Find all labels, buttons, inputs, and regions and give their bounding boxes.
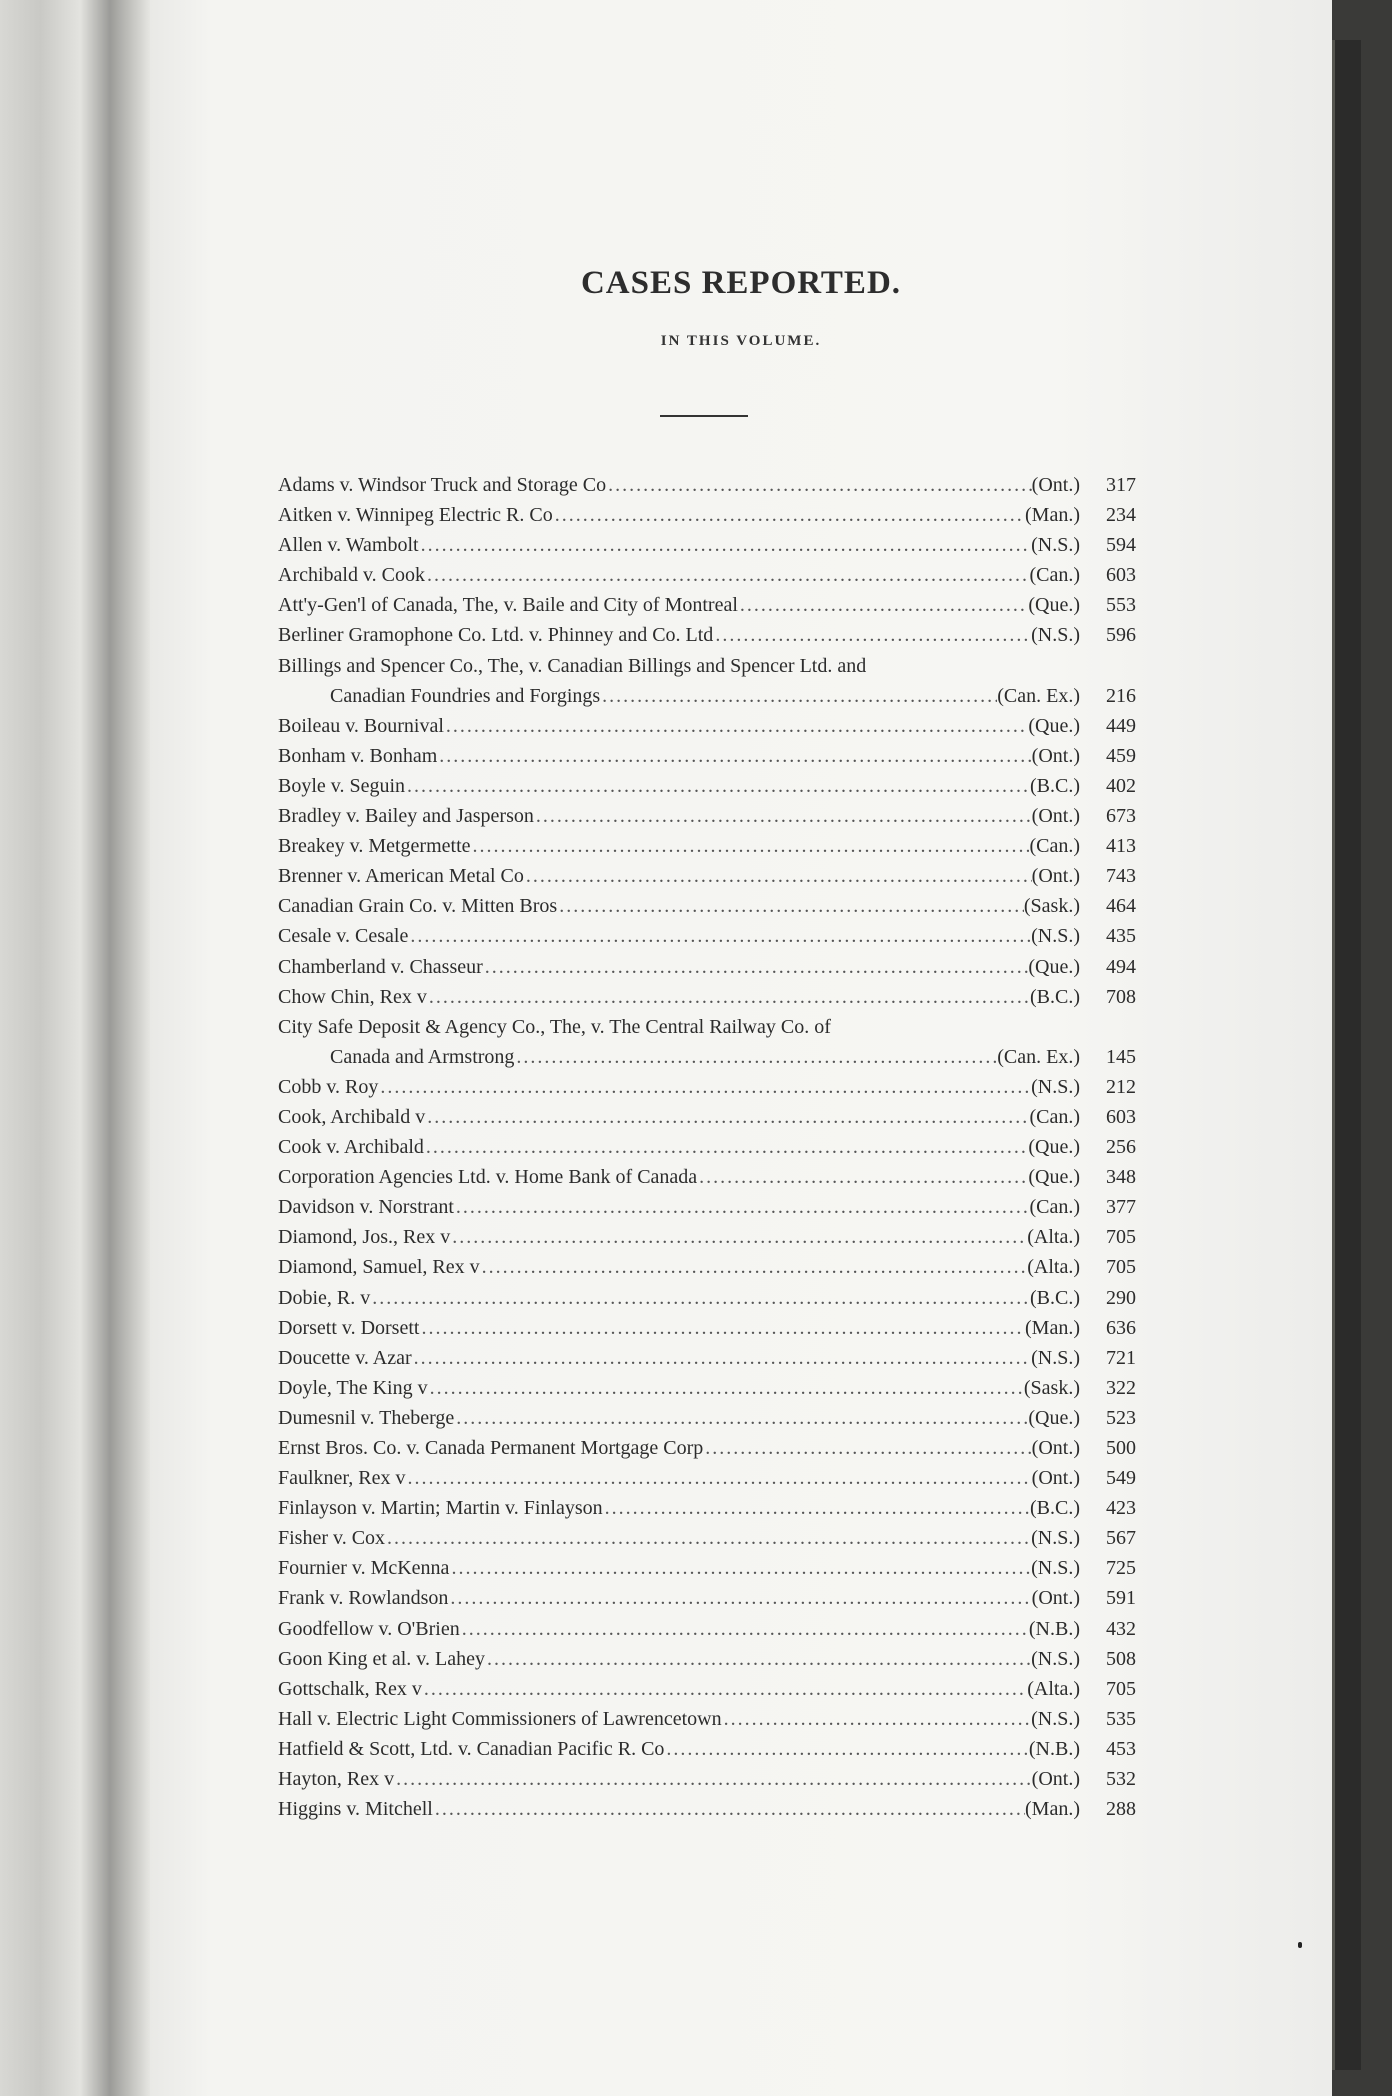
- dot-leader: [449, 1553, 1031, 1583]
- case-page-number: 348: [1106, 1166, 1136, 1189]
- case-name: Canadian Foundries and Forgings: [330, 684, 601, 707]
- dot-leader: [419, 1313, 1025, 1343]
- case-name-line1: City Safe Deposit & Agency Co., The, v. The Central Railway Co. of: [278, 1015, 831, 1038]
- dot-leader: [406, 1463, 1032, 1493]
- dot-leader: [385, 1523, 1031, 1553]
- case-court: (Ont.): [1031, 744, 1080, 767]
- case-page-number: 212: [1106, 1075, 1136, 1098]
- case-page-number: 423: [1106, 1497, 1136, 1520]
- dot-leader: [408, 921, 1031, 951]
- case-page-number: 317: [1106, 474, 1136, 496]
- case-court: (Can.): [1029, 835, 1080, 858]
- case-page-number: 725: [1106, 1557, 1136, 1580]
- case-entry: [278, 1313, 1136, 1343]
- case-entry: [278, 1553, 1136, 1583]
- case-court: (Ont.): [1031, 474, 1080, 496]
- case-entry: [278, 921, 1136, 951]
- case-entry: [278, 470, 1136, 500]
- dot-leader: [600, 681, 997, 711]
- case-entry: [278, 861, 1136, 891]
- case-name: Chow Chin, Rex v: [278, 985, 427, 1008]
- case-name: Breakey v. Metgermette: [278, 835, 471, 858]
- case-page-number: 402: [1106, 774, 1136, 797]
- case-entry: [278, 500, 1136, 530]
- case-entry: [278, 1252, 1136, 1282]
- dot-leader: [697, 1162, 1028, 1192]
- case-court: (Que.): [1028, 955, 1080, 978]
- case-name: Dobie, R. v: [278, 1286, 371, 1309]
- case-entry: [278, 1644, 1136, 1674]
- case-court: (N.S.): [1031, 925, 1080, 948]
- title-divider: [660, 415, 748, 417]
- case-court: (N.S.): [1031, 1527, 1080, 1550]
- dot-leader: [738, 590, 1028, 620]
- case-name: Davidson v. Norstrant: [278, 1196, 454, 1219]
- case-court: (Can.): [1029, 1196, 1080, 1219]
- dot-leader: [514, 1042, 997, 1072]
- case-name: Fisher v. Cox: [278, 1527, 386, 1550]
- case-page-number: 721: [1106, 1346, 1136, 1369]
- case-page-number: 508: [1106, 1647, 1136, 1670]
- dot-leader: [422, 1674, 1027, 1704]
- case-page-number: 523: [1106, 1406, 1136, 1429]
- case-page-number: 290: [1106, 1286, 1136, 1309]
- case-page-number: 553: [1106, 594, 1136, 617]
- case-name: Hayton, Rex v: [278, 1768, 395, 1791]
- case-court: (Que.): [1028, 594, 1080, 617]
- case-entry: [278, 1523, 1136, 1553]
- case-page-number: 435: [1106, 925, 1136, 948]
- dot-leader: [427, 982, 1030, 1012]
- case-court: (N.S.): [1031, 534, 1080, 557]
- case-name: Archibald v. Cook: [278, 564, 426, 587]
- case-name: Faulkner, Rex v: [278, 1467, 406, 1490]
- dot-leader: [419, 530, 1032, 560]
- case-entry: [278, 1102, 1136, 1132]
- case-name: Goon King et al. v. Lahey: [278, 1647, 485, 1670]
- dot-leader: [454, 1192, 1030, 1222]
- scan-right-edge: [1332, 40, 1361, 2070]
- case-page-number: 743: [1106, 865, 1136, 888]
- case-name: Goodfellow v. O'Brien: [278, 1617, 460, 1640]
- dot-leader: [424, 1132, 1028, 1162]
- case-name: Frank v. Rowlandson: [278, 1587, 449, 1610]
- case-court: (Sask.): [1023, 895, 1080, 918]
- case-court: (Ont.): [1031, 1587, 1080, 1610]
- case-court: (N.S.): [1031, 1647, 1080, 1670]
- dot-leader: [553, 500, 1025, 530]
- case-court: (N.B.): [1028, 1617, 1080, 1640]
- case-entry: [278, 831, 1136, 861]
- case-entry: [278, 741, 1136, 771]
- case-court: (B.C.): [1030, 1286, 1080, 1309]
- case-court: (Sask.): [1023, 1376, 1080, 1399]
- case-court: (N.S.): [1031, 1707, 1080, 1730]
- case-name: Bradley v. Bailey and Jasperson: [278, 805, 534, 828]
- case-page-number: 705: [1106, 1677, 1136, 1700]
- case-page-number: 535: [1106, 1707, 1136, 1730]
- case-entry: [278, 1463, 1136, 1493]
- case-page-number: 145: [1106, 1045, 1136, 1068]
- case-court: (Man.): [1025, 1798, 1080, 1821]
- case-page-number: 234: [1106, 504, 1136, 527]
- case-entry: [278, 1433, 1136, 1463]
- case-court: (Ont.): [1031, 1467, 1080, 1490]
- case-page-number: 567: [1106, 1527, 1136, 1550]
- dot-leader: [703, 1433, 1031, 1463]
- dot-leader: [485, 1644, 1031, 1674]
- case-name: Cobb v. Roy: [278, 1075, 379, 1098]
- case-entry: [278, 1674, 1136, 1704]
- dot-leader: [524, 861, 1032, 891]
- case-page-number: 377: [1106, 1196, 1136, 1219]
- case-entry: [278, 1704, 1136, 1734]
- case-court: (Ont.): [1031, 805, 1080, 828]
- dot-leader: [480, 1252, 1028, 1282]
- case-court: (B.C.): [1030, 774, 1080, 797]
- case-entry: [278, 982, 1136, 1012]
- case-court: (Man.): [1025, 504, 1080, 527]
- case-entry: [278, 651, 1136, 711]
- case-court: (Ont.): [1031, 1768, 1080, 1791]
- case-page-number: 708: [1106, 985, 1136, 1008]
- case-court: (Alta.): [1027, 1226, 1080, 1249]
- case-entry: [278, 1283, 1136, 1313]
- dot-leader: [433, 1794, 1025, 1824]
- scan-speck: [1298, 1942, 1302, 1948]
- case-entry: [278, 530, 1136, 560]
- case-entry: [278, 620, 1136, 650]
- case-court: (Can.): [1029, 1105, 1080, 1128]
- case-page-number: 673: [1106, 805, 1136, 828]
- case-court: (B.C.): [1030, 1497, 1080, 1520]
- case-court: (Alta.): [1027, 1256, 1080, 1279]
- case-name: Dumesnil v. Theberge: [278, 1406, 455, 1429]
- case-entry: [278, 1132, 1136, 1162]
- case-name: Fournier v. McKenna: [278, 1557, 450, 1580]
- case-name: Diamond, Jos., Rex v: [278, 1226, 451, 1249]
- case-name: Doyle, The King v: [278, 1376, 428, 1399]
- case-entry: [278, 771, 1136, 801]
- case-name: Dorsett v. Dorsett: [278, 1316, 420, 1339]
- case-name: Corporation Agencies Ltd. v. Home Bank of Canada: [278, 1166, 698, 1189]
- dot-leader: [425, 560, 1029, 590]
- case-name: Adams v. Windsor Truck and Storage Co: [278, 474, 607, 496]
- dot-leader: [428, 1373, 1024, 1403]
- dot-leader: [444, 711, 1028, 741]
- case-entry: [278, 952, 1136, 982]
- case-entry: [278, 1734, 1136, 1764]
- case-court: (Que.): [1028, 714, 1080, 737]
- case-court: (N.S.): [1031, 1557, 1080, 1580]
- case-court: (N.S.): [1031, 624, 1080, 647]
- case-entry: [278, 1794, 1136, 1824]
- case-name: Diamond, Samuel, Rex v: [278, 1256, 480, 1279]
- case-name: Doucette v. Azar: [278, 1346, 412, 1369]
- case-court: (N.S.): [1031, 1075, 1080, 1098]
- case-entry: [278, 711, 1136, 741]
- case-court: (Can. Ex.): [997, 1045, 1080, 1068]
- case-entry: [278, 1343, 1136, 1373]
- dot-leader: [606, 470, 1032, 500]
- dot-leader: [425, 1102, 1029, 1132]
- case-entry: [278, 1072, 1136, 1102]
- case-entry: [278, 590, 1136, 620]
- case-court: (N.B.): [1028, 1737, 1080, 1760]
- case-page-number: 549: [1106, 1467, 1136, 1490]
- case-entry: [278, 1162, 1136, 1192]
- case-name-line1: Billings and Spencer Co., The, v. Canadian Billings and Spencer Ltd. and: [278, 654, 867, 677]
- case-page-number: 532: [1106, 1768, 1136, 1791]
- case-page-number: 453: [1106, 1737, 1136, 1760]
- dot-leader: [437, 741, 1031, 771]
- case-page-number: 591: [1106, 1587, 1136, 1610]
- case-page-number: 705: [1106, 1226, 1136, 1249]
- dot-leader: [405, 771, 1030, 801]
- case-name: Hall v. Electric Light Commissioners of Lawrencetown: [278, 1707, 722, 1730]
- case-court: (Man.): [1025, 1316, 1080, 1339]
- case-page-number: 464: [1106, 895, 1136, 918]
- case-entry: [278, 801, 1136, 831]
- dot-leader: [460, 1614, 1029, 1644]
- case-court: (Ont.): [1031, 1437, 1080, 1459]
- dot-leader: [664, 1734, 1028, 1764]
- case-court: (B.C.): [1030, 985, 1080, 1008]
- case-entry: [278, 1764, 1136, 1794]
- case-page-number: 216: [1106, 684, 1136, 707]
- page-title: CASES REPORTED.: [580, 265, 902, 301]
- case-page-number: 459: [1106, 744, 1136, 767]
- case-name: Cesale v. Cesale: [278, 925, 409, 948]
- case-list: [278, 470, 1136, 1824]
- case-page-number: 594: [1106, 534, 1136, 557]
- case-entry: [278, 1192, 1136, 1222]
- case-court: (Ont.): [1031, 865, 1080, 888]
- case-entry: [278, 1012, 1136, 1072]
- case-entry: [278, 1222, 1136, 1252]
- case-court: (Can. Ex.): [997, 684, 1080, 707]
- page-subtitle: IN THIS VOLUME.: [660, 333, 822, 349]
- case-name: Aitken v. Winnipeg Electric R. Co: [278, 504, 553, 527]
- case-name: Brenner v. American Metal Co: [278, 865, 524, 888]
- case-name: Boyle v. Seguin: [278, 774, 406, 797]
- case-page-number: 413: [1106, 835, 1136, 858]
- case-page-number: 322: [1106, 1376, 1136, 1399]
- case-entry: [278, 1614, 1136, 1644]
- dot-leader: [471, 831, 1030, 861]
- case-page-number: 256: [1106, 1136, 1136, 1159]
- dot-leader: [450, 1222, 1027, 1252]
- case-page-number: 449: [1106, 714, 1136, 737]
- case-court: (N.S.): [1031, 1346, 1080, 1369]
- case-name: Bonham v. Bonham: [278, 744, 438, 767]
- case-court: (Que.): [1028, 1406, 1080, 1429]
- case-name: Chamberland v. Chasseur: [278, 955, 483, 978]
- dot-leader: [483, 952, 1029, 982]
- case-page-number: 603: [1106, 1105, 1136, 1128]
- case-court: (Alta.): [1027, 1677, 1080, 1700]
- case-entry: [278, 1373, 1136, 1403]
- case-name: Canadian Grain Co. v. Mitten Bros: [278, 895, 558, 918]
- dot-leader: [603, 1493, 1030, 1523]
- dot-leader: [713, 620, 1031, 650]
- case-entry: [278, 1583, 1136, 1613]
- case-name: Att'y-Gen'l of Canada, The, v. Baile and City of Montreal: [278, 594, 738, 617]
- dot-leader: [557, 891, 1024, 921]
- dot-leader: [454, 1403, 1028, 1433]
- case-name: Allen v. Wambolt: [278, 534, 419, 557]
- case-name: Cook v. Archibald: [278, 1136, 424, 1159]
- scan-binding-edge: [0, 0, 150, 2096]
- case-name: Hatfield & Scott, Ltd. v. Canadian Pacific R. Co: [278, 1737, 665, 1760]
- case-page-number: 494: [1106, 955, 1136, 978]
- case-entry: [278, 560, 1136, 590]
- dot-leader: [534, 801, 1032, 831]
- case-court: (Que.): [1028, 1166, 1080, 1189]
- dot-leader: [412, 1343, 1031, 1373]
- case-name: Boileau v. Bournival: [278, 714, 444, 737]
- dot-leader: [448, 1583, 1031, 1613]
- case-name: Higgins v. Mitchell: [278, 1798, 433, 1821]
- dot-leader: [378, 1072, 1031, 1102]
- case-page-number: 636: [1106, 1316, 1136, 1339]
- case-name: Berliner Gramophone Co. Ltd. v. Phinney and Co. Ltd: [278, 624, 714, 647]
- case-name: Finlayson v. Martin; Martin v. Finlayson: [278, 1497, 603, 1520]
- case-court: (Que.): [1028, 1136, 1080, 1159]
- case-name: Ernst Bros. Co. v. Canada Permanent Mortgage Corp: [278, 1437, 704, 1459]
- case-page-number: 288: [1106, 1798, 1136, 1821]
- case-entry: [278, 1403, 1136, 1433]
- dot-leader: [394, 1764, 1032, 1794]
- case-page-number: 500: [1106, 1437, 1136, 1459]
- case-page-number: 596: [1106, 624, 1136, 647]
- case-name: Canada and Armstrong: [330, 1045, 515, 1068]
- case-entry: [278, 891, 1136, 921]
- case-page-number: 603: [1106, 564, 1136, 587]
- case-entry: [278, 1493, 1136, 1523]
- case-name: Cook, Archibald v: [278, 1105, 426, 1128]
- dot-leader: [370, 1283, 1030, 1313]
- case-court: (Can.): [1029, 564, 1080, 587]
- case-page-number: 705: [1106, 1256, 1136, 1279]
- case-name: Gottschalk, Rex v: [278, 1677, 422, 1700]
- case-page-number: 432: [1106, 1617, 1136, 1640]
- dot-leader: [722, 1704, 1032, 1734]
